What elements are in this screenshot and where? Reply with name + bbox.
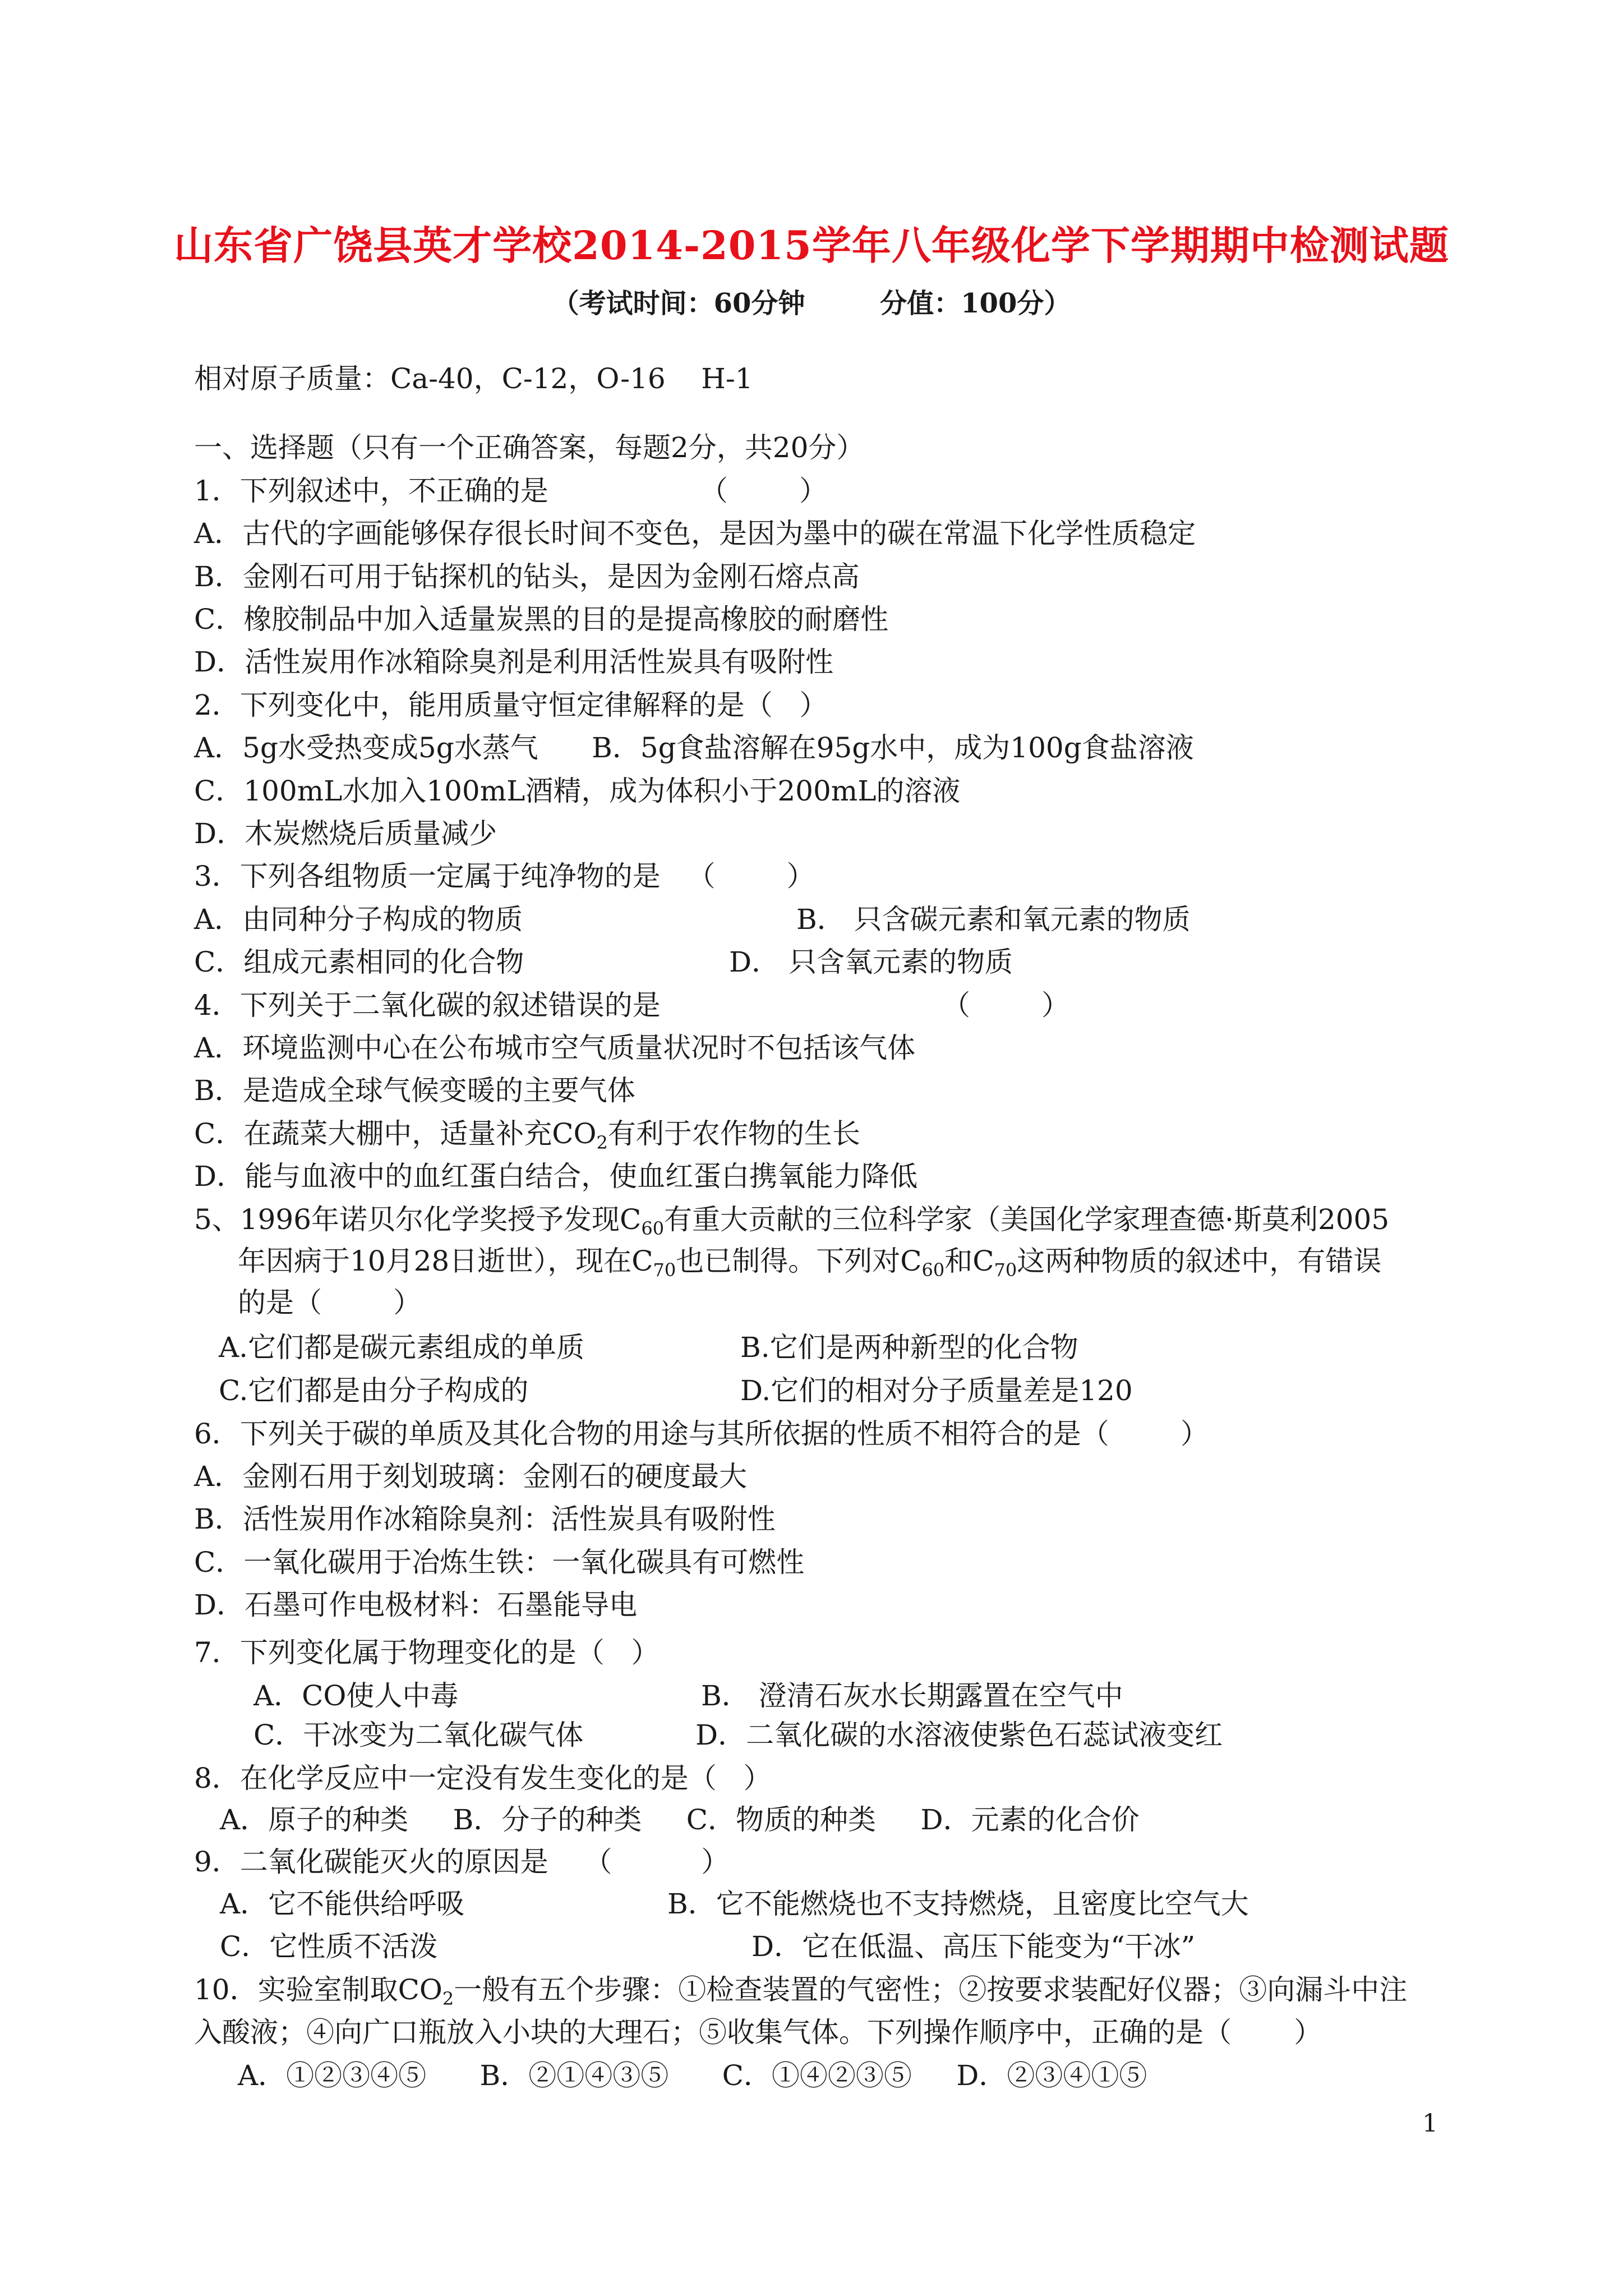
question-7-option-b: B． 澄清石灰水长期露置在空气中 [701, 1680, 1123, 1712]
question-2-stem: 2．下列变化中，能用质量守恒定律解释的是（ ） [194, 689, 828, 721]
question-5-stem-line-1: 5、1996年诺贝尔化学奖授予发现$C_{60}$有重大贡献的三位科学家（美国化学家理查德·斯莫利2005 [194, 1203, 1390, 1239]
document-title: 山东省广饶县英才学校2014-2015学年八年级化学下学期期中检测试题 [174, 222, 1449, 269]
question-2-option-c: C．100mL水加入100mL酒精，成为体积小于200mL的溶液 [194, 775, 961, 807]
question-1-option-d: D．活性炭用作冰箱除臭剂是利用活性炭具有吸附性 [194, 646, 834, 678]
exam-info: （考试时间：60分钟 分值：100分） [552, 288, 1071, 319]
question-2-option-d: D．木炭燃烧后质量减少 [194, 817, 497, 850]
question-3-option-d: D． 只含氧元素的物质 [729, 946, 1013, 978]
question-1-option-a: A．古代的字画能够保存很长时间不变色，是因为墨中的碳在常温下化学性质稳定 [194, 517, 1196, 550]
question-5-option-a: A.它们都是碳元素组成的单质 [219, 1331, 585, 1364]
question-4-option-d: D．能与血液中的血红蛋白结合，使血红蛋白携氧能力降低 [194, 1160, 918, 1193]
question-1-option-b: B．金刚石可用于钻探机的钻头，是因为金刚石熔点高 [194, 560, 860, 593]
question-9-option-d: D．它在低温、高压下能变为“干冰” [751, 1930, 1196, 1963]
question-2-options-ab: A．5g水受热变成5g水蒸气 B．5g食盐溶解在95g水中，成为100g食盐溶液 [194, 731, 1194, 764]
question-9-option-c: C．它性质不活泼 [220, 1930, 438, 1963]
question-5-stem-line-2: 年因病于10月28日逝世），现在$C_{70}$也已制得。下列对$C_{60}$和$C_{70}$这两种物质的叙述中，有错误 [238, 1245, 1382, 1281]
question-4-answer-paren: （ ） [942, 989, 1070, 1022]
question-5-option-b: B.它们是两种新型的化合物 [740, 1331, 1078, 1364]
question-5-stem-line-3: 的是（ ） [238, 1286, 422, 1319]
question-9-stem: 9．二氧化碳能灭火的原因是 （ ） [194, 1846, 730, 1878]
question-5-option-c: C.它们都是由分子构成的 [219, 1374, 529, 1407]
section-heading: 一、选择题（只有一个正确答案，每题2分，共20分） [194, 431, 865, 464]
question-3-option-a: A．由同种分子构成的物质 [194, 903, 523, 936]
question-9-option-b: B．它不能燃烧也不支持燃烧，且密度比空气大 [667, 1888, 1249, 1920]
question-3-option-b: B． 只含碳元素和氧元素的物质 [796, 903, 1191, 936]
question-5-option-d: D.它们的相对分子质量差是120 [740, 1374, 1133, 1407]
question-6-option-a: A．金刚石用于刻划玻璃：金刚石的硬度最大 [194, 1460, 748, 1493]
question-4-option-c: C．在蔬菜大棚中，适量补充$CO_2$有利于农作物的生长 [194, 1117, 860, 1153]
question-4-option-b: B．是造成全球气候变暖的主要气体 [194, 1074, 635, 1107]
question-3-stem: 3．下列各组物质一定属于纯净物的是 （ ） [194, 860, 815, 892]
question-10-stem-line-2: 入酸液；④向广口瓶放入小块的大理石；⑤收集气体。下列操作顺序中，正确的是（ ） [194, 2016, 1322, 2049]
question-3-option-c: C．组成元素相同的化合物 [194, 946, 524, 978]
question-1-option-c: C．橡胶制品中加入适量炭黑的目的是提高橡胶的耐磨性 [194, 603, 889, 636]
atomic-mass-note: 相对原子质量：Ca-40，C-12，O-16 H-1 [194, 362, 753, 395]
question-10-options: A．①②③④⑤ B．②①④③⑤ C．①④②③⑤ D．②③④①⑤ [238, 2059, 1147, 2092]
question-8-stem: 8．在化学反应中一定没有发生变化的是（ ） [194, 1762, 772, 1795]
question-7-stem: 7．下列变化属于物理变化的是（ ） [194, 1636, 660, 1669]
question-6-option-c: C．一氧化碳用于冶炼生铁：一氧化碳具有可燃性 [194, 1546, 805, 1579]
question-6-option-d: D．石墨可作电极材料：石墨能导电 [194, 1589, 638, 1621]
question-6-stem: 6．下列关于碳的单质及其化合物的用途与其所依据的性质不相符合的是（ ） [194, 1418, 1209, 1450]
question-7-option-c: C．干冰变为二氧化碳气体 [253, 1719, 584, 1751]
question-8-options: A．原子的种类 B．分子的种类 C．物质的种类 D．元素的化合价 [220, 1803, 1140, 1836]
question-9-option-a: A．它不能供给呼吸 [220, 1888, 465, 1920]
question-6-option-b: B．活性炭用作冰箱除臭剂：活性炭具有吸附性 [194, 1503, 776, 1535]
question-4-stem: 4．下列关于二氧化碳的叙述错误的是 [194, 989, 661, 1022]
question-10-stem-line-1: 10．实验室制取$CO_2$一般有五个步骤：①检查装置的气密性；②按要求装配好仪器；③向漏斗中注 [194, 1973, 1408, 2009]
question-4-option-a: A．环境监测中心在公布城市空气质量状况时不包括该气体 [194, 1032, 916, 1064]
question-1-stem: 1．下列叙述中，不正确的是 （ ） [194, 475, 828, 507]
question-7-option-a: A．CO使人中毒 [253, 1680, 459, 1712]
question-7-option-d: D．二氧化碳的水溶液使紫色石蕊试液变红 [695, 1719, 1223, 1751]
page-number: 1 [1422, 2109, 1438, 2138]
